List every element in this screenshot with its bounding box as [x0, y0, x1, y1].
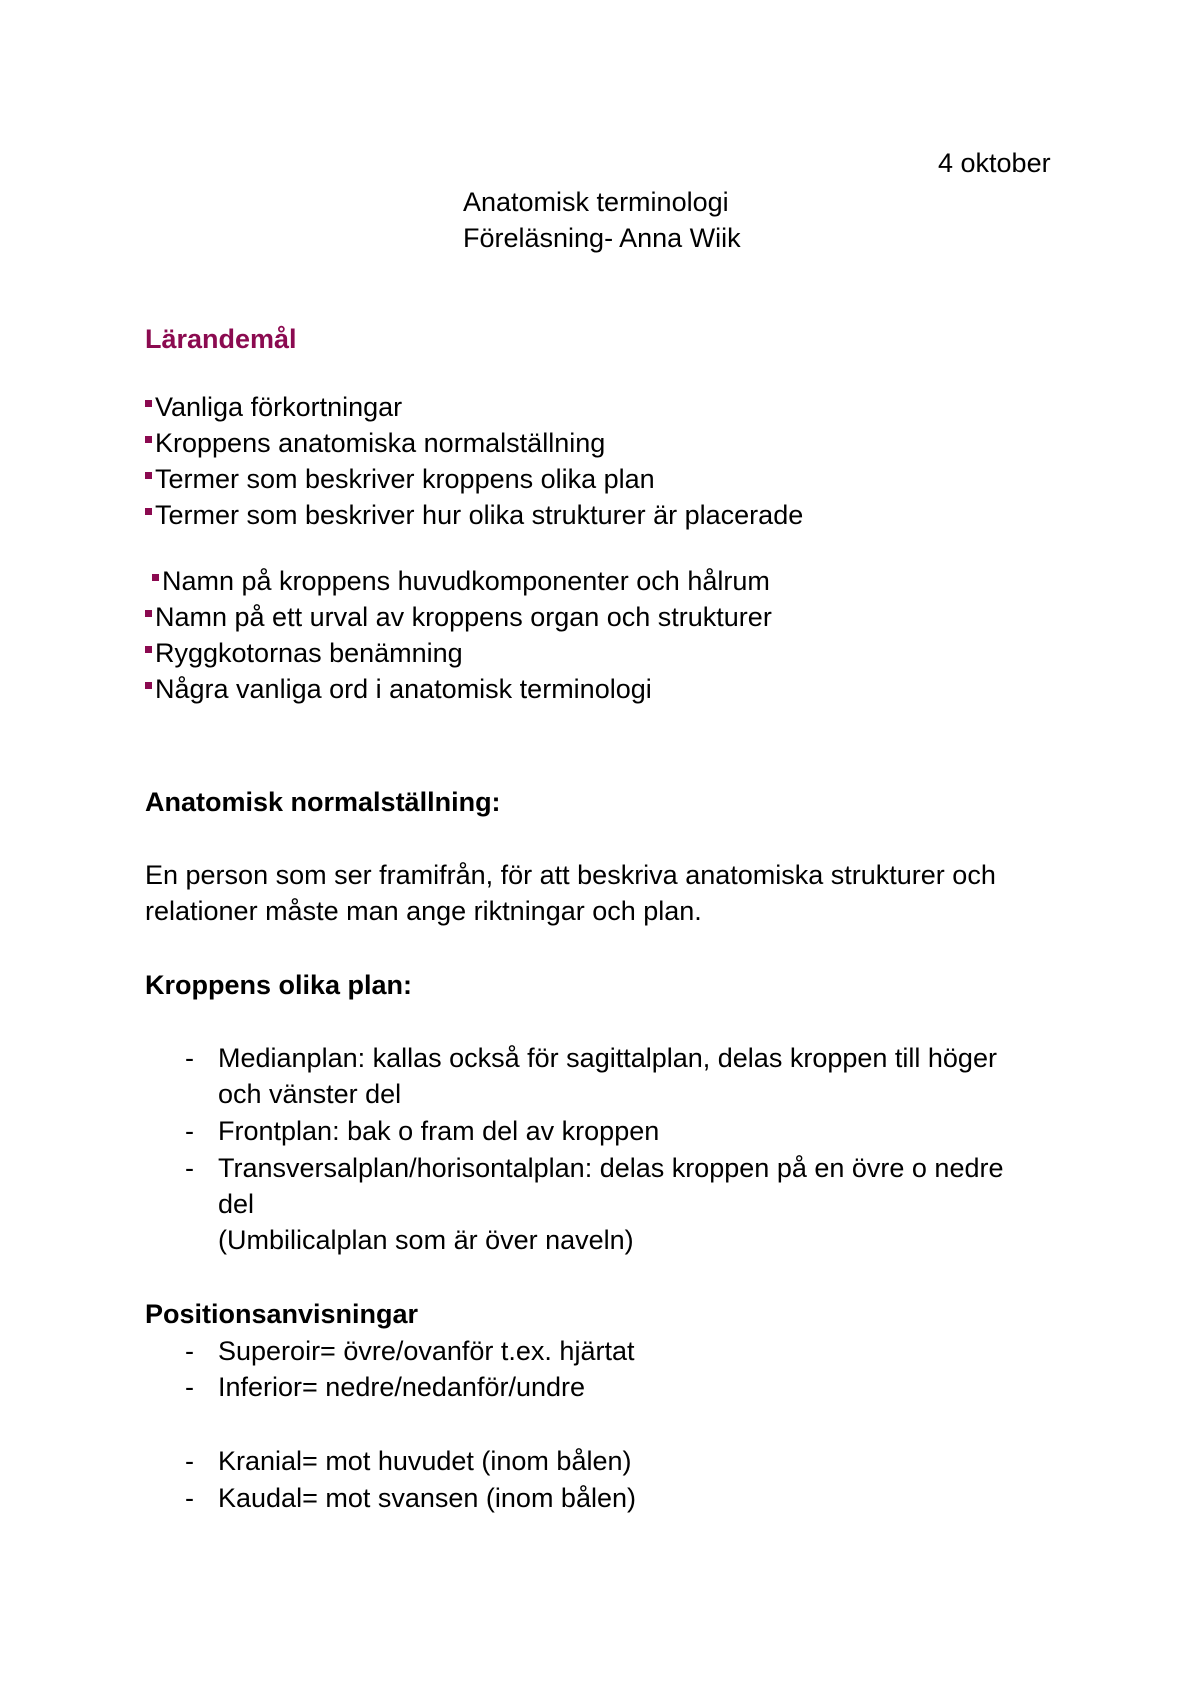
paragraph-line: En person som ser framifrån, för att beskriva anatomiska strukturer och: [145, 860, 996, 890]
list-item: Transversalplan/horisontalplan: delas kroppen på en övre o nedre: [218, 1153, 1004, 1183]
objective-item: Vanliga förkortningar: [145, 390, 402, 424]
list-item: Superoir= övre/ovanför t.ex. hjärtat: [218, 1336, 635, 1366]
list-item: Frontplan: bak o fram del av kroppen: [218, 1116, 660, 1146]
list-item-continuation: del: [218, 1189, 255, 1219]
objective-item: Namn på ett urval av kroppens organ och strukturer: [145, 600, 772, 634]
document-title: Anatomisk terminologi: [463, 187, 729, 217]
objectives-heading: Lärandemål: [145, 324, 297, 354]
bullet-square-icon: [145, 400, 152, 407]
planes-heading: Kroppens olika plan:: [145, 970, 413, 1000]
dash-bullet: -: [185, 1336, 194, 1366]
list-item-continuation: (Umbilicalplan som är över naveln): [218, 1225, 634, 1255]
dash-bullet: -: [185, 1043, 194, 1073]
objective-item: Kroppens anatomiska normalställning: [145, 426, 605, 460]
date: 4 oktober: [938, 148, 1051, 178]
objective-item: Termer som beskriver kroppens olika plan: [145, 462, 655, 496]
bullet-square-icon: [145, 646, 152, 653]
list-item: Kranial= mot huvudet (inom bålen): [218, 1446, 632, 1476]
positions-heading: Positionsanvisningar: [145, 1299, 419, 1329]
list-item: Kaudal= mot svansen (inom bålen): [218, 1483, 636, 1513]
dash-bullet: -: [185, 1483, 194, 1513]
list-item: Medianplan: kallas också för sagittalplan, delas kroppen till höger: [218, 1043, 997, 1073]
objective-item: Namn på kroppens huvudkomponenter och hålrum: [152, 564, 770, 598]
list-item-continuation: och vänster del: [218, 1079, 402, 1109]
dash-bullet: -: [185, 1446, 194, 1476]
bullet-square-icon: [152, 574, 159, 581]
objective-item: Ryggkotornas benämning: [145, 636, 463, 670]
objective-item: Några vanliga ord i anatomisk terminologi: [145, 672, 652, 706]
dash-bullet: -: [185, 1116, 194, 1146]
bullet-square-icon: [145, 472, 152, 479]
bullet-square-icon: [145, 508, 152, 515]
list-item: Inferior= nedre/nedanför/undre: [218, 1372, 586, 1402]
dash-bullet: -: [185, 1372, 194, 1402]
normal-position-heading: Anatomisk normalställning:: [145, 787, 501, 817]
objective-item: Termer som beskriver hur olika strukturer är placerade: [145, 498, 803, 532]
bullet-square-icon: [145, 436, 152, 443]
bullet-square-icon: [145, 682, 152, 689]
dash-bullet: -: [185, 1153, 194, 1183]
bullet-square-icon: [145, 610, 152, 617]
paragraph-line: relationer måste man ange riktningar och plan.: [145, 896, 702, 926]
document-subtitle: Föreläsning- Anna Wiik: [463, 223, 741, 253]
